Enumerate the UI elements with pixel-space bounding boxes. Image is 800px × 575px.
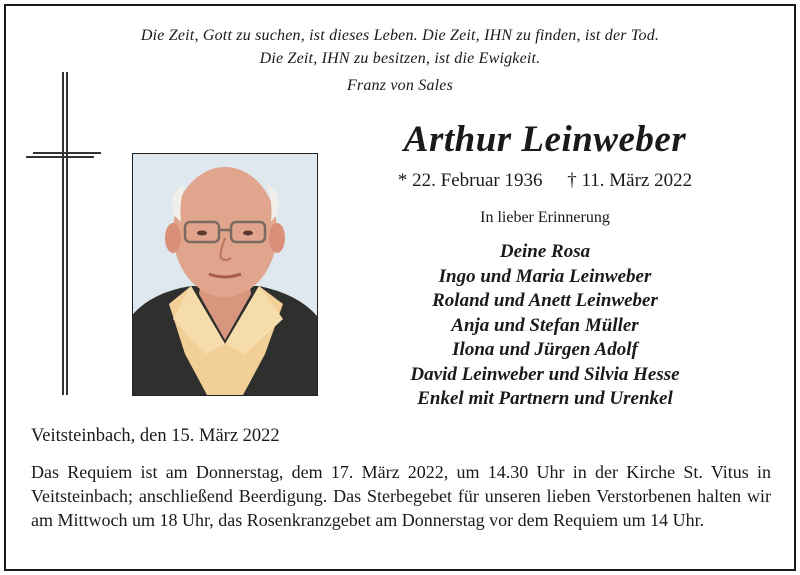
birth-date: * 22. Februar 1936 <box>397 170 543 191</box>
mourner-line: Enkel mit Partnern und Urenkel <box>417 388 673 409</box>
deceased-name: Arthur Leinweber <box>403 119 687 160</box>
quote-line-2: Die Zeit, IHN zu besitzen, ist die Ewigkeit. <box>259 50 541 67</box>
mourner-line: Ingo und Maria Leinweber <box>438 265 652 287</box>
mourner-line: Anja und Stefan Müller <box>451 314 639 336</box>
mourner-line: Ilona und Jürgen Adolf <box>452 339 638 360</box>
death-date: † 11. März 2022 <box>567 170 693 191</box>
place-date: Veitsteinbach, den 15. März 2022 <box>31 426 280 446</box>
mourner-line: Roland und Anett Leinweber <box>432 290 658 311</box>
life-dates <box>345 170 745 192</box>
mourner-line: David Leinweber und Silvia Hesse <box>410 363 680 385</box>
portrait-photo <box>132 153 318 396</box>
mourner-line: Deine Rosa <box>499 241 591 262</box>
mourners-list <box>345 240 745 412</box>
requiem-text: Das Requiem ist am Donnerstag, dem 17. März 2022, um 14.30 Uhr in der Kirche St. Vitus in Veitsteinbach; anschließend Beerdigung. Das Sterbegebet für unseren lieben Verstorbenen halten wir am Mittwoch um 18 Uhr, das Rosenkranzgebet am Donnerstag vor dem Requiem um 14 Uhr. <box>31 462 771 530</box>
quote-author: Franz von Sales <box>346 77 454 94</box>
memory-text: In lieber Erinnerung <box>480 209 610 226</box>
quote-line-1: Die Zeit, Gott zu suchen, ist dieses Leben. Die Zeit, IHN zu finden, ist der Tod. <box>140 27 660 44</box>
